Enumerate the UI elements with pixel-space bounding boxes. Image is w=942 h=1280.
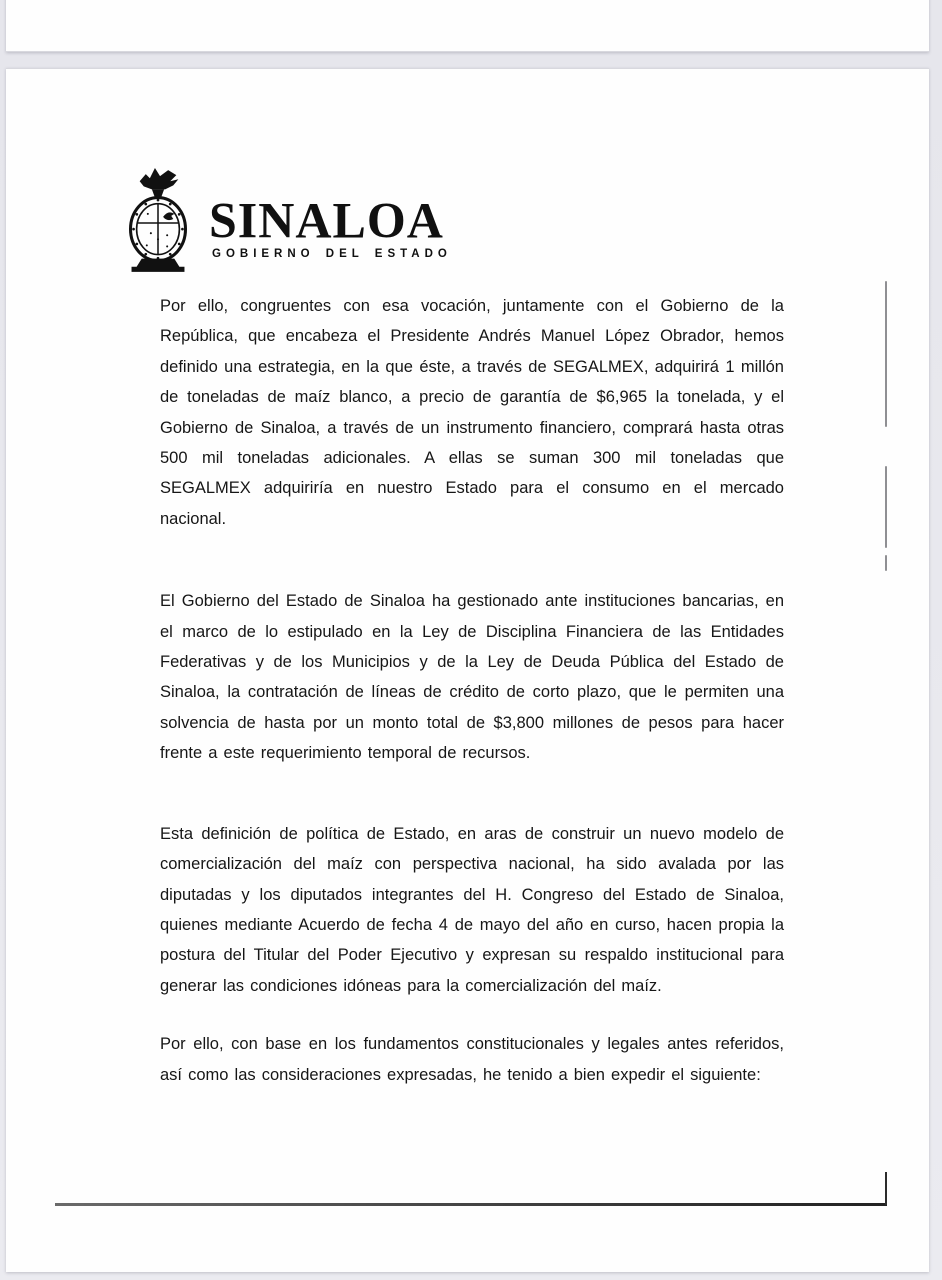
paragraph-closing: Por ello, con base en los fundamentos constitucionales y legales antes referidos, así como las consideraciones expresadas, he tenido a bien expedir el siguiente:: [160, 1035, 784, 1084]
logo-wordmark: [209, 191, 452, 260]
scan-crease-mark: [885, 281, 887, 427]
bottom-rule-line: [55, 1203, 887, 1206]
sinaloa-coat-of-arms-icon: [122, 166, 194, 278]
scan-crease-mark: [885, 555, 887, 571]
letterhead: [6, 69, 929, 279]
paragraph-congress-endorsement: Esta definición de política de Estado, en aras de construir un nuevo modelo de comercialización del maíz con perspectiva nacional, ha sido avalada por las diputadas y los diputados integrantes del H. Congreso del Estado de Sinaloa, quienes mediante Acuerdo de fecha 4 de mayo del año en curso, hacen propia la postura del Titular del Poder Ejecutivo y expresan su respaldo institucional para generar las condiciones idóneas para la comercialización del maíz.: [160, 824, 784, 995]
document-page: [6, 68, 929, 1272]
paragraph-credit-lines: El Gobierno del Estado de Sinaloa ha gestionado ante instituciones bancarias, en el marco de lo estipulado en la Ley de Disciplina Financiera de las Entidades Federativas y de los Municipios y de la Ley de Deuda Pública del Estado de Sinaloa, la contratación de líneas de crédito de corto plazo, que le permiten una solvencia de hasta por un monto total de $3,800 millones de pesos para hacer frente a este requerimiento temporal de recursos.: [160, 592, 784, 763]
previous-page-bottom-edge: [6, 0, 929, 52]
paragraph-strategy-segalmex: Por ello, congruentes con esa vocación, juntamente con el Gobierno de la República, que encabeza el Presidente Andrés Manuel López Obrador, hemos definido una estrategia, en la que éste, a través de SEGALMEX, adquirirá 1 millón de toneladas de maíz blanco, a precio de garantía de $6,965 la tonelada, y el Gobierno de Sinaloa, a través de un instrumento financiero, comprará hasta otras 500 mil toneladas adicionales. A ellas se suman 300 mil toneladas que SEGALMEX adquiriría en nuestro Estado para el consumo en el mercado nacional.: [160, 297, 784, 528]
logo-title: SINALOA: [209, 191, 444, 249]
logo-subtitle: GOBIERNO DEL ESTADO: [212, 248, 452, 260]
scan-crease-mark: [885, 466, 887, 548]
bottom-corner-tick: [885, 1172, 887, 1205]
document-body: [160, 291, 784, 1090]
